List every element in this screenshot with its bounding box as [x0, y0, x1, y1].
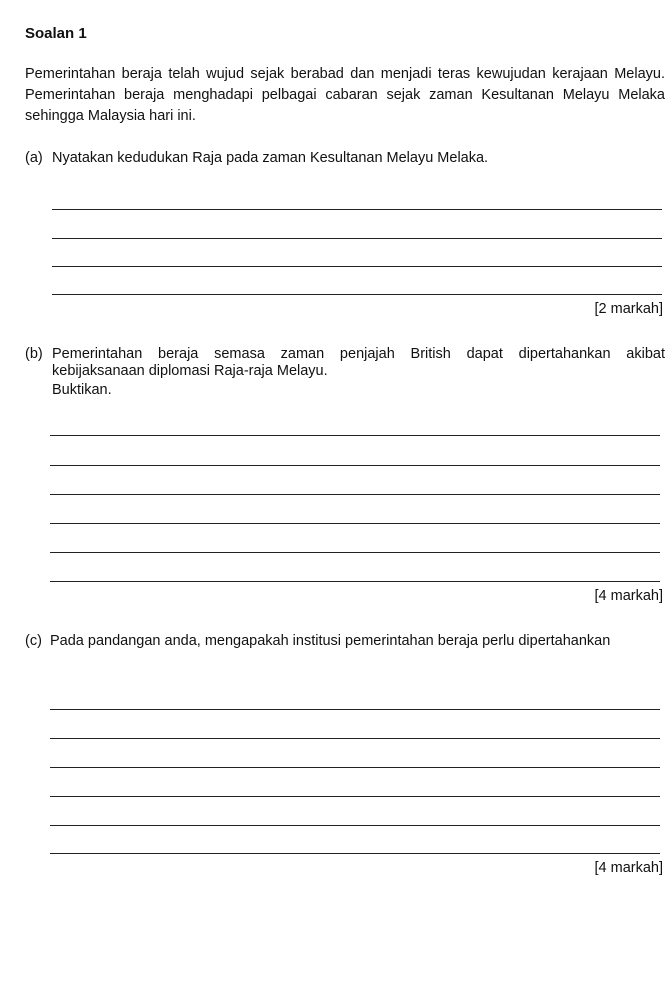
- part-c-answer-line[interactable]: [50, 709, 660, 710]
- part-c-answer-line[interactable]: [50, 738, 660, 739]
- part-a-question: Nyatakan kedudukan Raja pada zaman Kesultanan Melayu Melaka.: [52, 150, 489, 166]
- part-a-marks: [2 markah]: [594, 301, 663, 317]
- part-c-answer-line[interactable]: [50, 767, 660, 768]
- part-c-answer-line[interactable]: [50, 796, 660, 797]
- part-c-marks: [4 markah]: [594, 860, 663, 876]
- part-b-label: (b): [25, 346, 43, 362]
- part-c-question: Pada pandangan anda, mengapakah institusi pemerintahan beraja perlu dipertahankan: [50, 633, 611, 649]
- part-b-answer-line[interactable]: [50, 552, 660, 553]
- part-b-instruction: Buktikan.: [52, 382, 112, 398]
- part-a-answer-line[interactable]: [52, 266, 662, 267]
- question-intro: Pemerintahan beraja telah wujud sejak berabad dan menjadi teras kewujudan kerajaan Melayu. Pemerintahan beraja menghadapi pelbagai cabaran sejak zaman Kesultanan Melayu Melaka sehingga Malaysia hari ini.: [25, 66, 665, 124]
- part-b-answer-line[interactable]: [50, 494, 660, 495]
- part-b-answer-line[interactable]: [50, 523, 660, 524]
- part-a-answer-line[interactable]: [52, 238, 662, 239]
- part-b-answer-line[interactable]: [50, 465, 660, 466]
- part-a-answer-line[interactable]: [52, 209, 662, 210]
- part-c-label: (c): [25, 633, 42, 649]
- part-a-answer-line[interactable]: [52, 294, 662, 295]
- part-b-marks: [4 markah]: [594, 588, 663, 604]
- question-title: Soalan 1: [25, 25, 87, 42]
- part-b-question: Pemerintahan beraja semasa zaman penjajah British dapat dipertahankan akibat kebijaksanaan diplomasi Raja-raja Melayu.: [52, 346, 665, 379]
- part-c-answer-line[interactable]: [50, 853, 660, 854]
- part-a-label: (a): [25, 150, 43, 166]
- part-c-answer-line[interactable]: [50, 825, 660, 826]
- part-b-answer-line[interactable]: [50, 435, 660, 436]
- part-b-answer-line[interactable]: [50, 581, 660, 582]
